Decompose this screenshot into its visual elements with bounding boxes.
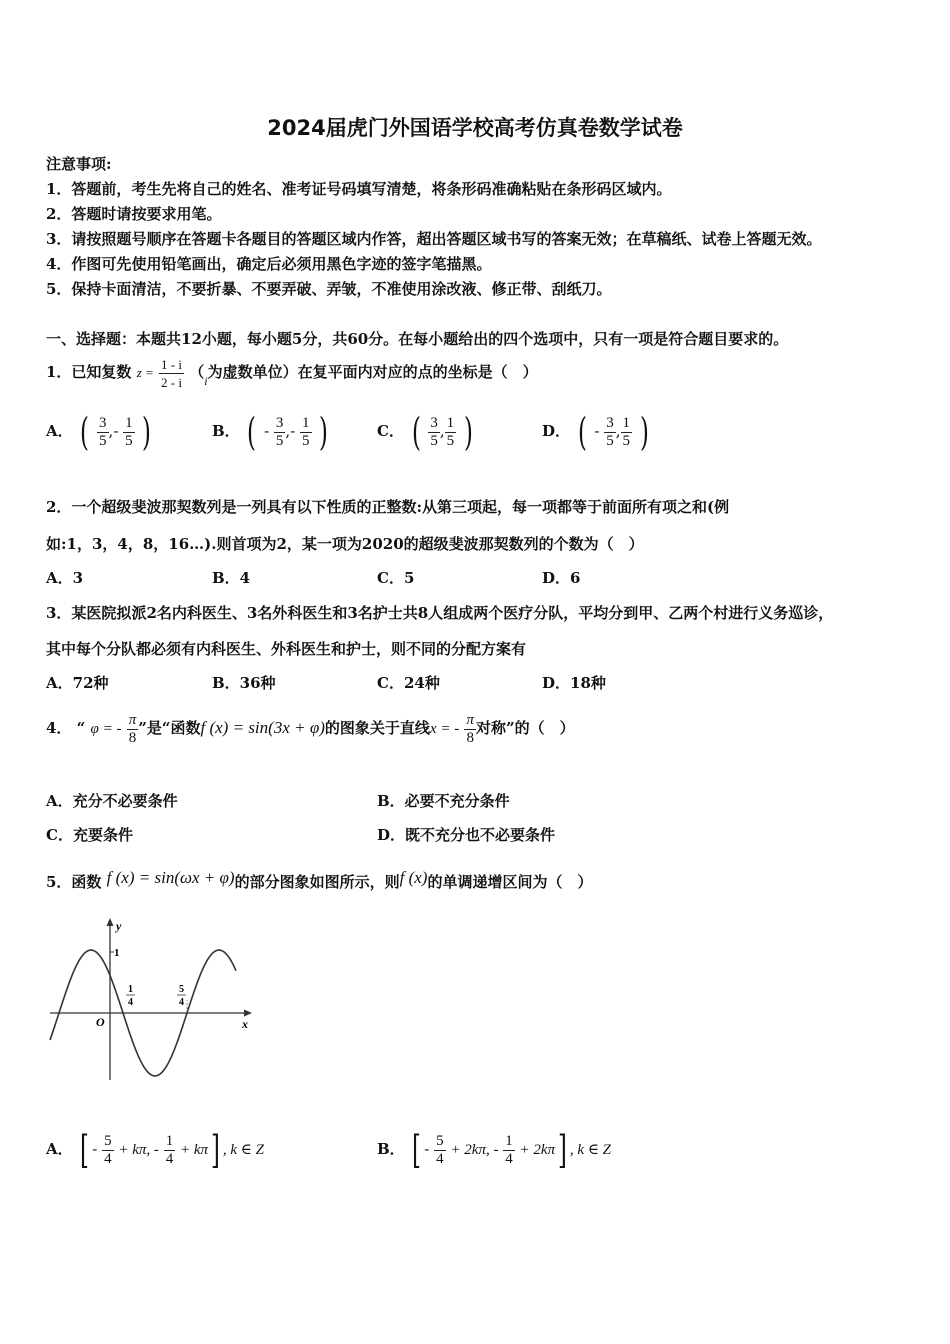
q4-x-eq: x = - xyxy=(429,721,460,737)
q1-suffix: 为虚数单位）在复平面内对应的点的坐标是（ ） xyxy=(207,363,538,381)
y-axis-arrow xyxy=(107,918,114,926)
q1-fraction xyxy=(159,356,184,391)
numerator: 3 xyxy=(275,414,284,431)
q3-option-c[interactable]: C．24种 xyxy=(377,674,440,692)
sign: - xyxy=(594,422,605,440)
numerator: π xyxy=(466,711,474,728)
denominator: 4 xyxy=(505,1150,513,1167)
q5-fx: f (x) xyxy=(399,868,428,887)
right-paren: ) xyxy=(319,410,329,454)
q1-denominator: 2 - i xyxy=(161,374,182,390)
numerator: 1 xyxy=(505,1132,513,1149)
q1-numerator: 1 - i xyxy=(161,356,182,372)
sign: - xyxy=(264,422,274,440)
fivequarter-num: 5 xyxy=(179,984,184,995)
q5-function: f (x) = sin(ωx + φ) xyxy=(106,868,235,887)
q2-line2: 如:1，3，4，8，16…).则首项为2，某一项为2020的超级斐波那契数列的个数为（ ） xyxy=(46,535,644,553)
q5-option-a[interactable] xyxy=(46,1124,264,1175)
q1-option-d[interactable]: D． ( - $\frac{3}{5}$ , $\frac{1}{5}$ ) xyxy=(542,410,649,454)
fraction xyxy=(102,1133,114,1168)
denominator: 5 xyxy=(446,432,455,449)
q3-option-d[interactable]: D．18种 xyxy=(542,674,606,692)
fraction xyxy=(445,415,457,450)
q5-prefix: 5．函数 xyxy=(46,873,102,891)
sign: - xyxy=(92,1140,98,1158)
option-label: D． xyxy=(542,422,571,440)
denominator: 5 xyxy=(275,432,284,449)
q1-lparen: （ xyxy=(189,363,205,381)
right-paren: ) xyxy=(639,410,649,454)
right-paren: ) xyxy=(463,410,473,454)
option-suffix: , k ∈ Z xyxy=(222,1142,264,1158)
fraction xyxy=(123,415,135,450)
option-label: B． xyxy=(377,1140,405,1158)
numerator: 1 xyxy=(622,414,631,431)
q3-line2: 其中每个分队都必须有内科医生、外科医生和护士，则不同的分配方案有 xyxy=(46,640,527,658)
note-item: 2．答题时请按要求用笔。 xyxy=(46,205,222,223)
fraction xyxy=(604,415,616,450)
left-paren: ( xyxy=(247,410,257,454)
option-expr: + kπ, - xyxy=(118,1142,159,1158)
x-axis-arrow xyxy=(244,1010,252,1017)
left-bracket: [ xyxy=(80,1128,90,1172)
q4-quote-open: “ xyxy=(76,719,86,737)
q3-option-b[interactable]: B．36种 xyxy=(212,674,276,692)
q2-line1: 2．一个超级斐波那契数列是一列具有以下性质的正整数:从第三项起，每一项都等于前面所有项之和(例 xyxy=(46,498,730,516)
option-expr: + 2kπ, - xyxy=(450,1142,499,1158)
numerator: 5 xyxy=(104,1132,112,1149)
q1-prefix: 1．已知复数 xyxy=(46,363,132,381)
left-paren: ( xyxy=(411,410,421,454)
note-item: 5．保持卡面清洁，不要折暴、不要弄破、弄皱，不准使用涂改液、修正带、刮纸刀。 xyxy=(46,280,612,298)
denominator: 8 xyxy=(466,729,474,746)
section-heading: 一、选择题：本题共12小题，每小题5分，共60分。在每小题给出的四个选项中，只有一项是符合题目要求的。 xyxy=(46,330,789,348)
fivequarter-den: 4 xyxy=(179,997,184,1008)
fraction xyxy=(97,415,109,450)
numerator: 3 xyxy=(430,414,438,431)
q1-z: z = xyxy=(136,365,154,380)
option-label: C． xyxy=(377,422,404,440)
right-bracket: ] xyxy=(211,1128,220,1172)
note-item: 4．作图可先使用铅笔画出，确定后必须用黑色字迹的签字笔描黑。 xyxy=(46,255,492,273)
denominator: 5 xyxy=(302,432,310,449)
q1-options xyxy=(46,410,926,460)
q1-option-a[interactable]: A． ( $\frac{3}{5}$ ,- $\frac{1}{5}$ ) xyxy=(46,410,152,454)
y-label: y xyxy=(116,919,122,933)
q4-function: f (x) = sin(3x + φ) xyxy=(200,718,325,737)
q4-number: 4． xyxy=(46,719,72,737)
option-label: A． xyxy=(46,1140,73,1158)
left-paren: ( xyxy=(80,410,90,454)
option-suffix: , k ∈ Z xyxy=(569,1142,612,1158)
fraction xyxy=(274,415,286,450)
fraction xyxy=(428,415,440,450)
question-1 xyxy=(46,352,538,401)
numerator: 3 xyxy=(606,414,614,431)
x-label: x xyxy=(242,1017,248,1031)
q4-text2: 的图象关于直线 xyxy=(324,719,430,737)
numerator: 1 xyxy=(446,414,455,431)
notes-heading: 注意事项: xyxy=(46,155,112,173)
denominator: 5 xyxy=(606,432,614,449)
origin-label: O xyxy=(96,1015,105,1029)
right-bracket: ] xyxy=(558,1128,567,1172)
quarter-num: 1 xyxy=(128,984,133,995)
numerator: 1 xyxy=(302,414,310,431)
q4-option-b[interactable]: B．必要不充分条件 xyxy=(377,792,510,810)
q2-option-d[interactable]: D．6 xyxy=(542,569,581,587)
q5-graph xyxy=(46,912,262,1084)
q4-option-a[interactable]: A．充分不必要条件 xyxy=(46,792,178,810)
fraction xyxy=(621,415,633,450)
q5-text: 的部分图象如图所示，则 xyxy=(234,873,400,891)
q4-option-d[interactable]: D．既不充分也不必要条件 xyxy=(377,826,556,844)
question-4 xyxy=(46,708,575,749)
note-item: 1．答题前，考生先将自己的姓名、准考证号码填写清楚，将条形码准确粘贴在条形码区域内。 xyxy=(46,180,672,198)
denominator: 4 xyxy=(104,1150,112,1167)
q5-suffix: 的单调递增区间为（ ） xyxy=(427,873,593,891)
denominator: 8 xyxy=(128,729,137,746)
q4-pi-over-8 xyxy=(127,712,139,747)
fraction xyxy=(300,415,312,450)
q4-option-c[interactable]: C．充要条件 xyxy=(46,826,133,844)
denominator: 4 xyxy=(436,1150,444,1167)
fraction xyxy=(164,1133,176,1168)
option-label: B． xyxy=(212,422,240,440)
q4-text: 是“函数 xyxy=(146,719,201,737)
q2-option-c[interactable]: C．5 xyxy=(377,569,415,587)
q1-option-c[interactable]: C． ( $\frac{3}{5}$ , $\frac{1}{5}$ ) xyxy=(377,410,473,454)
q4-suffix: 对称”的（ ） xyxy=(475,719,575,737)
q4-quote-close: ” xyxy=(138,719,147,737)
sign: - xyxy=(290,422,301,440)
numerator: 3 xyxy=(99,414,107,431)
denominator: 5 xyxy=(125,432,133,449)
q1-option-b[interactable]: B． ( - $\frac{3}{5}$ ,- $\frac{1}{5}$ ) xyxy=(212,410,329,454)
q2-option-b[interactable]: B．4 xyxy=(212,569,251,587)
numerator: 1 xyxy=(165,1132,174,1149)
numerator: 5 xyxy=(436,1132,444,1149)
q3-option-a[interactable]: A．72种 xyxy=(46,674,109,692)
denominator: 5 xyxy=(99,432,107,449)
numerator: 1 xyxy=(125,414,133,431)
note-item: 3．请按照题号顺序在答题卡各题目的答题区域内作答，超出答题区域书写的答案无效；在草稿纸、试卷上答题无效。 xyxy=(46,230,822,248)
one-label: 1 xyxy=(114,947,120,959)
page-title: 2024届虎门外国语学校高考仿真卷数学试卷 xyxy=(267,116,683,140)
left-bracket: [ xyxy=(412,1128,422,1172)
option-expr: + 2kπ xyxy=(519,1142,556,1158)
right-paren: ) xyxy=(142,410,152,454)
q5-option-b[interactable] xyxy=(377,1124,611,1175)
left-paren: ( xyxy=(577,410,587,454)
question-5 xyxy=(46,860,592,900)
option-label: A． xyxy=(46,422,73,440)
q3-line1: 3．某医院拟派2名内科医生、3名外科医生和3名护士共8人组成两个医疗分队，平均分到甲、乙两个村进行义务巡诊， xyxy=(46,604,834,622)
denominator: 5 xyxy=(622,432,631,449)
numerator: π xyxy=(128,711,137,728)
fraction xyxy=(434,1133,446,1168)
q4-pi-over-8-b xyxy=(464,712,476,747)
q4-phi-eq: φ = - xyxy=(90,721,122,737)
sign: - xyxy=(113,422,124,440)
q1-i: i xyxy=(204,374,208,388)
fraction xyxy=(503,1133,515,1168)
denominator: 4 xyxy=(165,1150,174,1167)
sign: - xyxy=(424,1140,430,1158)
q2-option-a[interactable]: A．3 xyxy=(46,569,84,587)
option-expr: + kπ xyxy=(180,1142,209,1158)
quarter-den: 4 xyxy=(128,997,133,1008)
denominator: 5 xyxy=(430,432,438,449)
